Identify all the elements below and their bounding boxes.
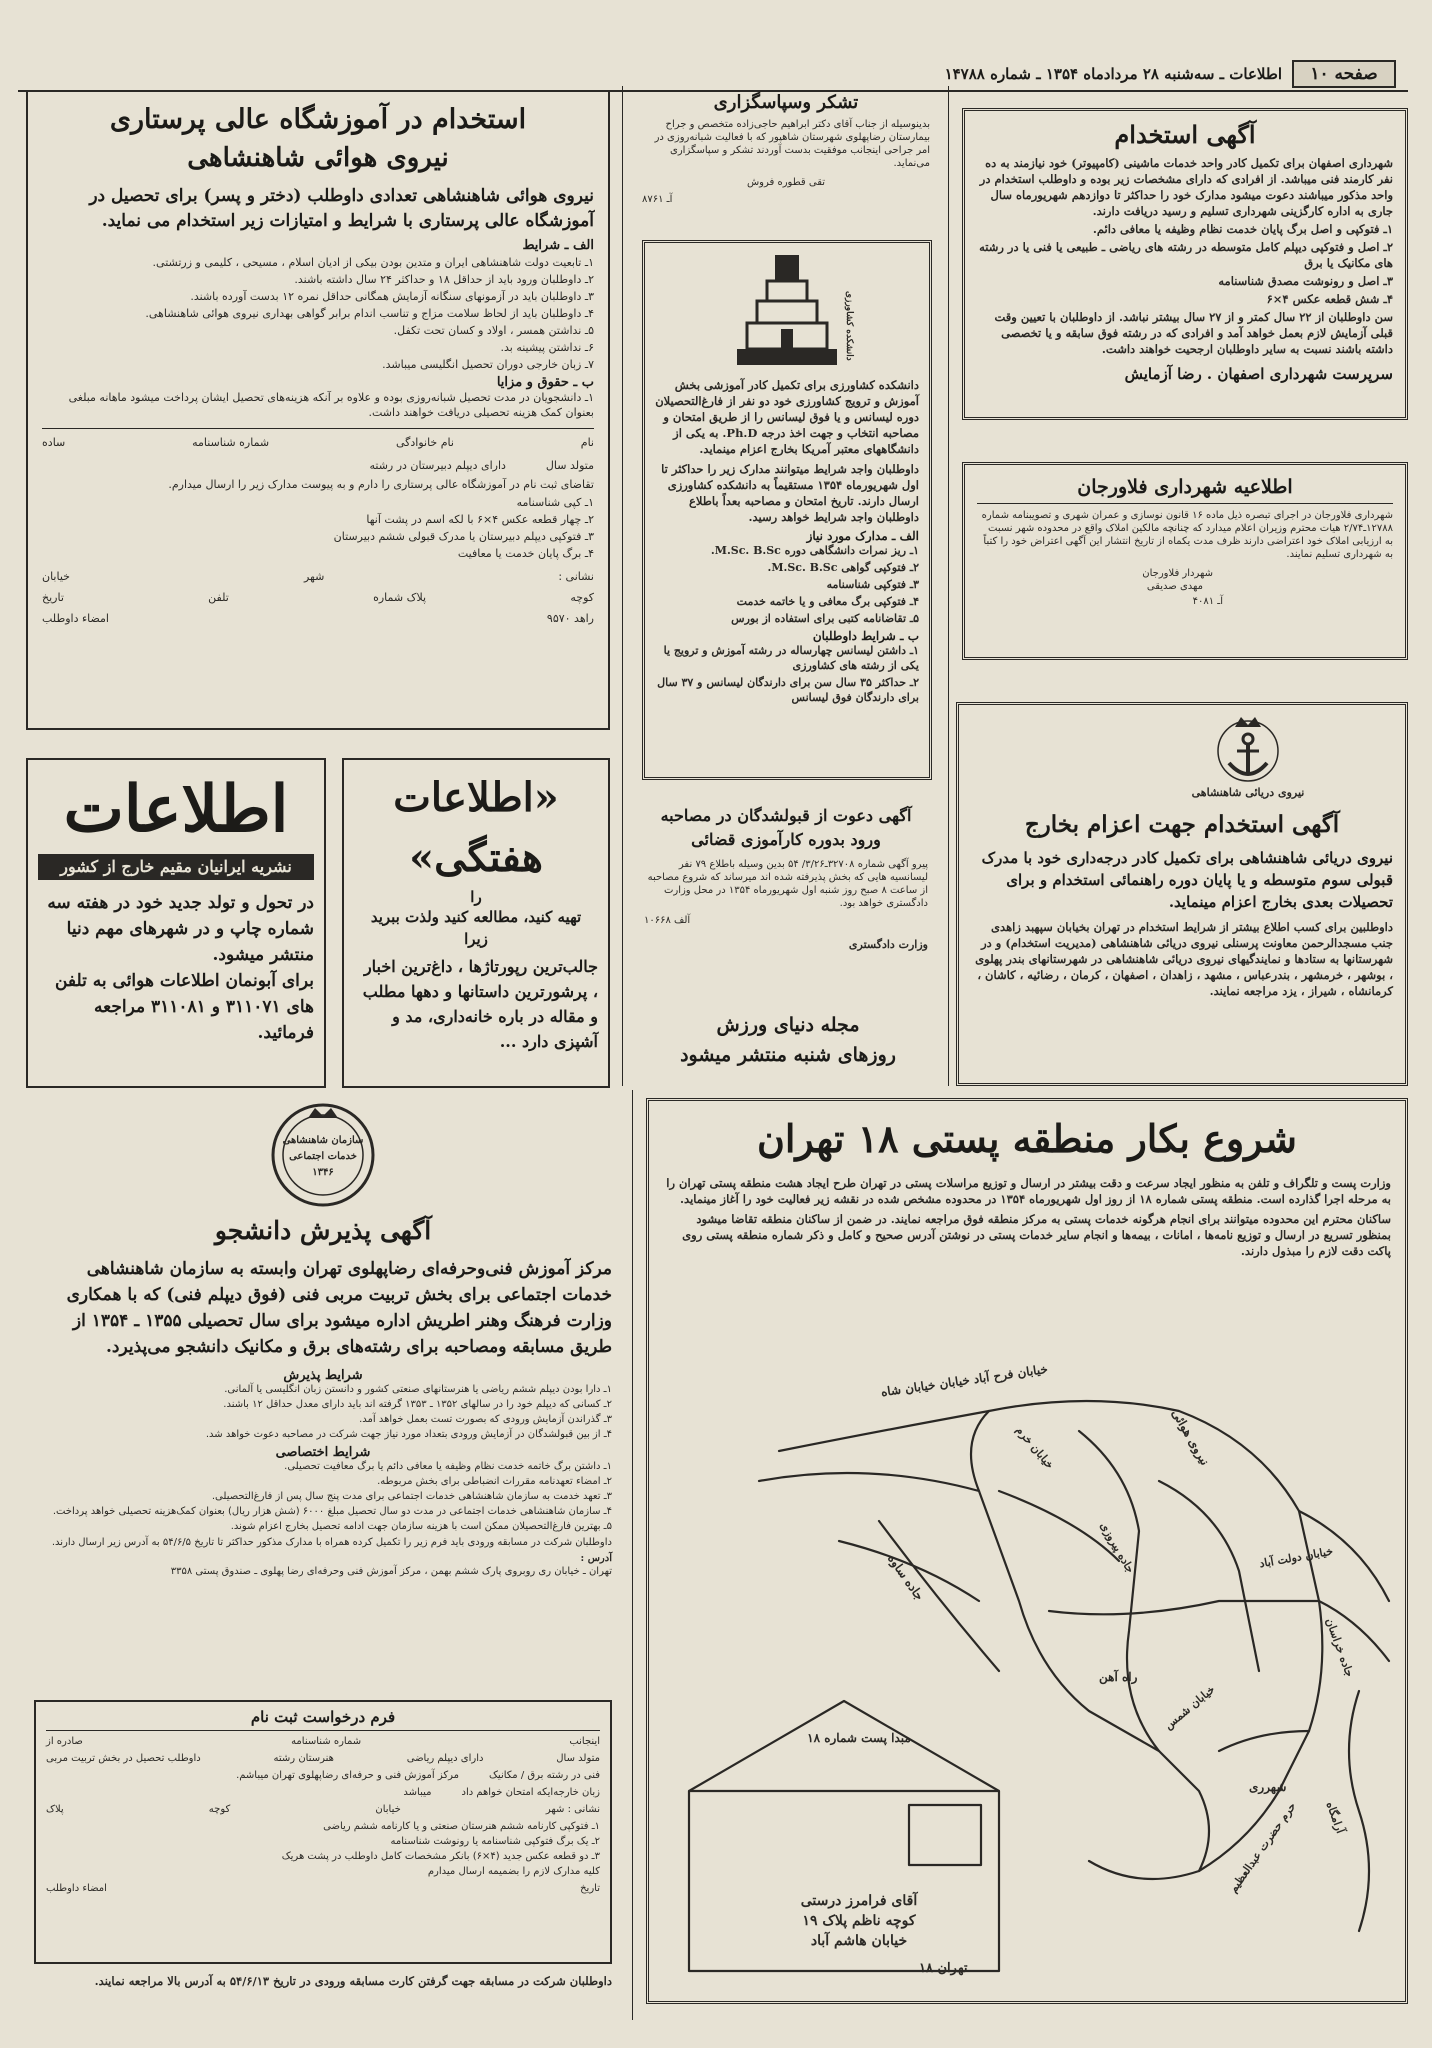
- form-label: نام خانوادگی: [395, 436, 454, 449]
- falavarjan-signature: شهردار فلاورجان: [1142, 568, 1213, 579]
- nursing-lead: نیروی هوائی شاهنشاهی تعدادی داوطلب (دختر و پسر) برای تحصیل در آموزشگاه عالی پرستاری با شرایط و امتیازات زیر استخدام می نماید.: [89, 186, 594, 231]
- haftegi-line-1: را: [470, 888, 482, 906]
- karaj-conditions: [655, 643, 919, 705]
- list-item: ۱ـ داشتن برگ خاتمه خدمت نظام وظیفه یا معافی دائم یا برگ معافیت تحصیلی.: [284, 1461, 612, 1472]
- list-item: ۵ـ تقاضانامه کتبی برای استفاده از بورس: [731, 612, 919, 625]
- sports-line-2: روزهای شنبه منتشر میشود: [680, 1044, 896, 1066]
- school-form: [34, 1700, 612, 1964]
- karaj-logo: [727, 251, 854, 371]
- karaj-body-2: داوطلبان واجد شرایط میتوانند مدارک زیر را حداکثر تا اول شهریورماه ۱۳۵۴ مستقیماً به دانشکده کشاورزی ارسال دارند. تاریخ امتحان و مصاحبه بعداً باطلاع داوطلبان واجد شرایط خواهد رسید.: [661, 462, 919, 524]
- list-item: ۴ـ فتوکپی برگ معافی و یا خاتمه خدمت: [736, 595, 919, 608]
- school-deadline: داوطلبان شرکت در مسابقه ورودی باید فرم زیر را تکمیل کرده همراه با مدارک مذکور حداکثر تا تاریخ ۵۴/۶/۵ به آدرس زیر ارسال دارند.: [51, 1537, 612, 1548]
- navy-logo: [971, 713, 1393, 805]
- list-item: ۱ـ کپی شناسنامه: [516, 496, 594, 509]
- judicial-title: آگهی دعوت از قبولشدگان در مصاحبه ورود بدوره کارآموزی قضائی: [660, 806, 912, 849]
- form-label: شماره شناسنامه: [291, 1736, 362, 1747]
- navy-body: داوطلبین برای کسب اطلاع بیشتر از شرایط استخدام در تهران بخیابان سپهبد زاهدی جنب مسجدالرحمن معاونت پرسنلی نیروی دریائی شاهنشاهی (مدیریت استخدام) و در شهرستانها به ستادها و نمایندگیهای نیروی دریائی شاهنشاهی در شهرستانهای بندر پهلوی ، بوشهر ، خرمشهر ، بندرعباس ، مشهد ، زاهدان ، اصفهان ، کرمان ، رضائیه ، کاشان ، کرمانشاه ، شیراز ، یزد مراجعه نمایند.: [975, 920, 1393, 998]
- form-label: فنی در رشته برق / مکانیک: [488, 1770, 600, 1781]
- form-label: صادره از: [46, 1736, 83, 1747]
- list-item: ۳ـ تعهد خدمت به سازمان شاهنشاهی خدمات اجتماعی برای مدت پنج سال پس از فارغ‌التحصیلی.: [211, 1491, 612, 1502]
- list-item: ۳ـ داوطلبان باید در آزمونهای سنگانه آزمایش همگانی حداقل نمره ۱۲ بدست آورده باشند.: [190, 290, 594, 303]
- haftegi-logo: «اطلاعات هفتگی»: [393, 774, 559, 881]
- falavarjan-ref: آـ ۴۰۸۱: [1192, 596, 1223, 607]
- school-conditions: [34, 1383, 612, 1441]
- nursing-sign-row: [42, 611, 594, 626]
- postal-map: [659, 1361, 1395, 1991]
- map-label: جاده خراسان: [1323, 1616, 1357, 1679]
- page-number-label: صفحه ۱۰: [1310, 64, 1378, 84]
- list-item: ۲ـ فتوکپی گواهی M.Sc. B.Sc.: [767, 561, 919, 574]
- form-label: متولد سال: [556, 1753, 600, 1764]
- isfahan-title: آگهی استخدام: [1114, 120, 1256, 149]
- list-item: ۳ـ دو قطعه عکس جدید (۴×۶) بانکر مشخصات کامل داوطلب در پشت هریک: [281, 1851, 600, 1862]
- school-form-sign-row: [46, 1882, 600, 1895]
- nursing-ad: [26, 90, 610, 730]
- navy-ad: [956, 702, 1408, 1086]
- school-special: [34, 1460, 612, 1533]
- postal-title: شروع بکار منطقه پستی ۱۸ تهران: [756, 1116, 1298, 1161]
- falavarjan-rule: [977, 503, 1393, 504]
- haftegi-ad: [342, 758, 610, 1088]
- nursing-subtitle: نیروی هوائی شاهنشاهی: [187, 143, 449, 173]
- thanks-body: بدینوسیله از جناب آقای دکتر ابراهیم حاجی‌زاده متخصص و جراح بیمارستان رضاپهلوی شهرستان شاهپور که با فعالیت شبانه‌روزی در امر جراحی اینجانب موفقیت بدست آوردند تشکر و سپاسگزاری می‌نماید.: [654, 119, 930, 169]
- school-title: آگهی پذیرش دانشجو: [214, 1216, 432, 1245]
- list-item: ۳ـ فتوکپی دیپلم دبیرستان یا مدرک قبولی ششم دبیرستان: [333, 530, 594, 543]
- map-label: جاده پیروزی: [1097, 1519, 1137, 1576]
- form-label: نام: [580, 436, 594, 449]
- form-label: تلفن: [208, 591, 229, 604]
- list-item: ۴ـ داوطلبان باید از لحاظ سلامت مزاج و تناسب اندام برابر گواهی بهداری نیروی هوائی شاهنشاهی.: [145, 307, 594, 320]
- map-label: شهرری: [1249, 1780, 1287, 1794]
- nursing-ref: راهد ۹۵۷۰: [546, 612, 594, 625]
- map-label: خیابان دولت آباد: [1258, 1544, 1334, 1571]
- map-label: راه آهن: [1099, 1670, 1138, 1684]
- envelope-city: تهران ۱۸: [919, 1961, 968, 1976]
- form-label: نشانی :: [558, 570, 594, 583]
- falavarjan-ad: [962, 462, 1408, 660]
- list-item: ۴ـ از بین قبولشدگان در آزمایش ورودی بتعداد مورد نیاز جهت شرکت در مصاحبه دعوت خواهد شد.: [205, 1429, 612, 1440]
- map-label: جاده ساوه: [884, 1551, 927, 1603]
- form-label: زبان خارجه‌ایکه امتحان خواهم داد: [461, 1787, 600, 1798]
- school-footer: داوطلبان شرکت در مسابقه جهت گرفتن کارت مسابقه ورودی در تاریخ ۵۴/۶/۱۳ به آدرس بالا مراجعه نمایند.: [94, 1974, 612, 1988]
- ettelaat-ad: [26, 758, 326, 1088]
- list-item: ۱ـ داشتن لیسانس چهارساله در رشته آموزش و ترویج یا یکی از رشته های کشاورزی: [663, 644, 919, 672]
- list-item: ۳ـ فتوکپی شناسنامه: [826, 578, 919, 591]
- column-rule-1: [622, 86, 623, 1086]
- form-label: داوطلب تحصیل در بخش تربیت مربی: [46, 1753, 201, 1764]
- school-lead: مرکز آموزش فنی‌وحرفه‌ای رضاپهلوی تهران وابسته به سازمان شاهنشاهی خدمات اجتماعی برای بخش تربیت مربی فنی (فوق دیپلم فنی) که با همکاری وزارت فرهنگ وهنر اطریش اداره میشود برای سال تحصیلی ۱۳۵۵ ـ ۱۳۵۴ از طریق مسابقه ومصاحبه برای رشته‌های برق و مکانیک دانشجو می‌پذیرد.: [66, 1259, 612, 1357]
- thanks-ad: [636, 86, 936, 230]
- nursing-section-a: الف ـ شرایط: [522, 238, 594, 253]
- nursing-form-docs: [42, 495, 594, 561]
- list-item: ۶ـ نداشتن پیشینه بد.: [500, 341, 594, 354]
- list-item: ۲ـ یک برگ فتوکپی شناسنامه یا رونوشت شناسنامه: [390, 1836, 600, 1847]
- list-item: ۴ـ برگ پایان خدمت یا معافیت: [457, 547, 594, 560]
- school-form-row-3: [46, 1769, 600, 1782]
- nursing-section-b: ب ـ حقوق و مزایا: [496, 375, 594, 390]
- form-label: میباشد: [403, 1787, 432, 1798]
- form-label: پلاک شماره: [373, 591, 427, 604]
- list-item: ۱ـ فتوکپی و اصل برگ پایان خدمت نظام وظیفه یا معافی دائم.: [1092, 222, 1393, 236]
- school-seal-line-1: سازمان شاهنشاهی: [282, 1135, 364, 1146]
- form-label: خیابان: [375, 1804, 401, 1815]
- school-form-row-2: [46, 1752, 600, 1765]
- school-form-row-5: [46, 1803, 600, 1816]
- school-form-title: فرم درخواست ثبت نام: [250, 1708, 396, 1726]
- form-label: امضاء داوطلب: [42, 612, 109, 625]
- school-address: تهران ـ خیابان ری روبروی پارک ششم بهمن ، مرکز آموزش فنی وحرفه‌ای رضا پهلوی ـ صندوق پستی ۳۳۵۸: [170, 1566, 612, 1577]
- list-item: ۲ـ اصل و فتوکپی دیپلم کامل متوسطه در رشته های ریاضی ـ طبیعی یا فنی یا در رشته های مکانیک یا برق: [979, 240, 1393, 270]
- judicial-signature: وزارت دادگستری: [848, 938, 928, 951]
- nursing-address-row: [42, 569, 594, 584]
- list-item: ۴ـ شش قطعه عکس ۴×۶: [1266, 292, 1393, 306]
- form-label: متولد سال: [545, 459, 594, 472]
- navy-logo-caption: نیروی دریائی شاهنشاهی: [1191, 786, 1305, 799]
- falavarjan-signature-2: مهدی صدیقی: [1146, 581, 1203, 592]
- ettelaat-body-2: برای آبونمان اطلاعات هوائی به تلفن های ۳۱۱۰۷۱ و ۳۱۱۰۸۱ مراجعه فرمائید.: [54, 971, 314, 1043]
- issue-line: اطلاعات ـ سه‌شنبه ۲۸ مردادماه ۱۳۵۴ ـ شماره ۱۴۷۸۸: [944, 65, 1282, 83]
- map-label: خیابان فرح آباد خیابان خیابان شاه: [880, 1361, 1049, 1400]
- form-label: ساده: [42, 436, 66, 449]
- thanks-signature: تقی قطوره فروش: [746, 177, 826, 188]
- list-item: ۳ـ اصل و رونوشت مصدق شناسنامه: [1218, 274, 1393, 288]
- falavarjan-body: شهرداری فلاورجان در اجرای تبصره ذیل ماده ۱۶ قانون نوسازی و عمران شهری و تصویبنامه شماره ۱۲۷۸۸ـ۲/۷۴ هیات محترم وزیران اعلام میدارد که چنانچه مالکین املاک واقع در محدوده شهر نسبت به ارزیابی املاک خود اعتراضی دارند ظرف مدت یکماه از تاریخ انتشار این آگهی اعتراض خود را کتباً به شهرداری تسلیم نمایند.: [981, 510, 1393, 560]
- navy-title: آگهی استخدام جهت اعزام بخارج: [1024, 811, 1340, 838]
- isfahan-note: سن داوطلبان از ۲۲ سال کمتر و از ۲۷ سال بیشتر نباشد. از داوطلبان با تعیین وقت قبلی آزمایش لازم بعمل خواهد آمد و افرادی که در رشته فوق سابقه و یا تخصصی داشته باشند نسبت به سایر داوطلبان ارجحیت خواهند داشت.: [994, 310, 1393, 356]
- school-form-rule: [46, 1730, 600, 1731]
- list-item: ۵ـ بهترین فارغ‌التحصیلان ممکن است با هزینه سازمان جهت ادامه تحصیل بخارج اعزام شوند.: [230, 1521, 612, 1532]
- karaj-section-b: ب ـ شرایط داوطلبان: [812, 629, 919, 643]
- form-label: هنرستان رشته: [273, 1753, 334, 1764]
- ettelaat-band: نشریه ایرانیان مقیم خارج از کشور: [38, 854, 314, 880]
- envelope-stamp-text: مبدا پست شماره ۱۸: [807, 1731, 911, 1745]
- nursing-conditions: [42, 255, 594, 372]
- judicial-ad: [636, 800, 936, 1000]
- isfahan-items: [977, 221, 1393, 307]
- list-item: ۲ـ داوطلبان ورود باید از حداقل ۱۸ و حداکثر ۲۴ سال داشته باشند.: [294, 273, 594, 286]
- form-label: امضاء داوطلب: [46, 1883, 107, 1894]
- school-form-docs: [46, 1820, 600, 1878]
- isfahan-body: شهرداری اصفهان برای تکمیل کادر واحد خدمات ماشینی (کامپیوتر) خود نیازمند به ده نفر کارمند فنی میباشد. از افرادی که دارای مشخصات زیر بوده و داوطلب استخدام در واحد مذکور میباشند دعوت میشود مدارک خود را حداکثر تا دوازدهم شهریورماه سال جاری به اداره کارگزینی شهرداری تسلیم و رسید دریافت دارند.: [979, 156, 1393, 218]
- sports-ad: [640, 1006, 936, 1080]
- falavarjan-title: اطلاعیه شهرداری فلاورجان: [1077, 476, 1293, 498]
- karaj-body: دانشکده کشاورزی برای تکمیل کادر آموزشی بخش آموزش و ترویج کشاورزی خود دو نفر از فارغ‌التحصیلان دوره لیسانس و یا فوق لیسانس را از طریق امتحان و مصاحبه انتخاب و جهت اخذ درجه Ph.D. به یکی از دانشگاههای معتبر آمریکا بخارج اعزام مینماید.: [655, 378, 919, 456]
- isfahan-signature: سرپرست شهرداری اصفهان . رضا آزمایش: [1124, 365, 1393, 383]
- postal-ad: [646, 1098, 1408, 2004]
- form-label: شهر: [303, 570, 325, 583]
- judicial-body: پیرو آگهی شماره ۳۲۷۰۸ـ۳/۲۶/ ۵۴ بدین وسیله باطلاع ۷۹ نفر لیسانسیه هایی که بخش پذیرفته شده اند میرساند که شروع مصاحبه از ساعت ۸ صبح روز شنبه اول شهریورماه ۱۳۵۴ در محل وزارت دادگستری خواهد بود.: [647, 859, 928, 909]
- form-label: تاریخ: [42, 591, 64, 604]
- list-item: ۲ـ حداکثر ۳۵ سال سن برای دارندگان لیسانس و ۳۷ سال برای دارندگان فوق لیسانس: [657, 676, 919, 704]
- karaj-docs: [655, 543, 919, 626]
- school-ad: [26, 1100, 620, 2000]
- list-item: ۲ـ چهار قطعه عکس ۴×۶ با لکه اسم در پشت آنها: [366, 513, 594, 526]
- list-item: ۱ـ دارا بودن دیپلم ششم ریاضی یا هنرستانهای صنعتی کشور و دانستن زبان انگلیسی یا آلمانی.: [224, 1384, 612, 1395]
- thanks-ref: آـ ۸۷۶۱: [642, 194, 673, 205]
- nursing-form-request: تقاضای ثبت نام در آموزشگاه عالی پرستاری را دارم و به پیوست مدارک زیر را ارسال میدارم.: [168, 478, 594, 491]
- envelope-line: آقای فرامرز درستی: [800, 1893, 918, 1909]
- envelope-line: خیابان هاشم آباد: [810, 1933, 908, 1949]
- form-label: دارای دیپلم ریاضی: [406, 1753, 484, 1764]
- ettelaat-logo: اطلاعات: [63, 772, 289, 847]
- column-rule-2: [948, 86, 949, 1086]
- nursing-benefits: ۱ـ دانشجویان در مدت تحصیل شبانه‌روزی بوده و علاوه بر آنکه هزینه‌های تحصیل ایشان پرداخت میشود ماهانه مبلغی بعنوان کمک هزینه تحصیلی دریافت خواهند داشت.: [68, 391, 594, 419]
- nursing-form-fields-2: [42, 458, 594, 473]
- ettelaat-body: در تحول و تولد جدید خود در هفته سه شماره چاپ و در شهرهای مهم دنیا منتشر میشود.: [47, 893, 314, 965]
- form-label: مرکز آموزش فنی و حرفه‌ای رضاپهلوی تهران میباشم.: [236, 1770, 459, 1781]
- list-item: ۱ـ فتوکپی کارنامه ششم هنرستان صنعتی و یا کارنامه ششم ریاضی: [323, 1821, 600, 1832]
- postal-body-2: ساکنان محترم این محدوده میتوانند برای انجام هرگونه خدمات پستی به مرکز منطقه فوق مراجعه نمایند. در ضمن از ساکنان منطقه تقاضا میشود بمنظور تسریع در ارسال و توزیع نامه‌ها ، امانات ، بیمه‌ها و انجام سایر خدمات پستی در نوشتن آدرس صحیح و کامل و ذکر شماره منطقه پستی روی پاکت دقت لازم را مبذول دارند.: [682, 1212, 1391, 1258]
- map-label: آرامگاه: [1323, 1799, 1347, 1836]
- karaj-logo-text: دانشکده کشاورزی: [844, 291, 854, 361]
- map-label: حرم حضرت عبدالعظیم: [1226, 1799, 1299, 1896]
- map-label: خیابان شمس: [1162, 1682, 1218, 1733]
- form-label: کوچه: [208, 1804, 231, 1815]
- haftegi-body: جالب‌ترین رپورتاژها ، داغ‌ترین اخبار ، پرشورترین داستانها و دهها مطلب و مقاله در باره خانه‌داری، مد و آشپزی دارد ...: [362, 957, 598, 1051]
- list-item: ۱ـ تابعیت دولت شاهنشاهی ایران و متدین بودن بیکی از ادیان اسلام ، مسیحی ، کلیمی و زرتشتی.: [152, 256, 594, 269]
- sports-line-1: مجله دنیای ورزش: [716, 1014, 860, 1036]
- list-item: ۴ـ سازمان شاهنشاهی خدمات اجتماعی در مدت دو سال تحصیل مبلغ ۶۰۰۰ (شش هزار ریال) بعنوان کمک‌هزینه تحصیلی خواهد پرداخت.: [52, 1506, 612, 1517]
- list-item: ۲ـ امضاء تعهدنامه مقررات انضباطی برای بخش مربوطه.: [377, 1476, 612, 1487]
- form-label: خیابان: [42, 570, 70, 583]
- column-rule-3: [632, 1090, 633, 2020]
- form-label: نشانی : شهر: [545, 1804, 600, 1815]
- navy-lead: نیروی دریائی شاهنشاهی برای تکمیل کادر درجه‌داری خود با مدرک قبولی سوم متوسطه و یا پایان دوره راهنمائی استخدام و برای تحصیلات بعدی بخارج اعزام مینماید.: [981, 849, 1393, 911]
- map-label: نیروی هوائی: [1168, 1406, 1213, 1468]
- karaj-section-a: الف ـ مدارک مورد نیاز: [806, 529, 919, 543]
- form-label: پلاک: [46, 1804, 64, 1815]
- school-section-a: شرایط پذیرش: [283, 1368, 363, 1383]
- school-address-label: آدرس :: [580, 1553, 612, 1564]
- list-item: کلیه مدارک لازم را بضمیمه ارسال میدارم: [427, 1866, 600, 1877]
- form-label: دارای دیپلم دبیرستان در رشته: [369, 459, 506, 472]
- form-label: کوچه: [570, 591, 594, 604]
- nursing-form-fields: [42, 435, 594, 450]
- nursing-title: استخدام در آموزشگاه عالی پرستاری: [109, 104, 527, 135]
- school-form-row-4: [46, 1786, 600, 1799]
- list-item: ۱ـ ریز نمرات دانشگاهی دوره M.Sc. B.Sc.: [710, 544, 919, 557]
- school-section-b: شرایط اختصاصی: [275, 1445, 371, 1460]
- haftegi-line-3: زیرا: [464, 930, 488, 948]
- anchor-crown-icon: [1213, 713, 1283, 783]
- list-item: ۷ـ زبان خارجی دوران تحصیل انگلیسی میباشد.: [382, 358, 594, 371]
- school-seal: [268, 1100, 378, 1210]
- postal-body: وزارت پست و تلگراف و تلفن به منظور ایجاد سرعت و دقت بیشتر در ارسال و توزیع مراسلات پستی در تهران طرح ایجاد هشت منطقه پستی تهران را به مرحله اجرا گذارده است. منطقه پستی شماره ۱۸ از روز اول شهریورماه ۱۳۵۴ در محدوده مشخص شده در نقشه زیر فعالیت خود را آغاز مینماید.: [666, 1176, 1391, 1206]
- school-form-row-1: [46, 1735, 600, 1748]
- envelope-line: کوچه ناظم پلاک ۱۹: [802, 1913, 916, 1929]
- form-label: اینجانب: [569, 1736, 600, 1747]
- nursing-form-divider: [42, 428, 594, 429]
- haftegi-line-2: تهیه کنید، مطالعه کنید ولذت ببرید: [370, 908, 582, 926]
- school-seal-year: ۱۳۴۶: [312, 1167, 334, 1178]
- judicial-ref: آلف ۱۰۶۶۸: [644, 915, 691, 926]
- list-item: ۲ـ کسانی که دیپلم خود را در سالهای ۱۳۵۲ ـ ۱۳۵۳ گرفته اند باید دارای معدل حداقل ۱۲ باشند.: [223, 1399, 612, 1410]
- nursing-address-row-2: [42, 590, 594, 605]
- school-seal-line-2: خدمات اجتماعی: [289, 1151, 357, 1162]
- form-label: شماره شناسنامه: [192, 436, 270, 449]
- page-number-box: [1292, 60, 1396, 88]
- form-label: تاریخ: [580, 1883, 600, 1894]
- karaj-ad: [642, 240, 932, 780]
- map-label: خیابان خرم: [1013, 1423, 1057, 1472]
- list-item: ۵ـ نداشتن همسر ، اولاد و کسان تحت تکفل.: [393, 324, 594, 337]
- thanks-title: تشکر وسپاسگزاری: [713, 92, 859, 113]
- envelope-address: [729, 1891, 989, 1951]
- list-item: ۳ـ گذراندن آزمایش ورودی که بصورت تست بعمل خواهد آمد.: [359, 1414, 612, 1425]
- isfahan-ad: [962, 108, 1408, 420]
